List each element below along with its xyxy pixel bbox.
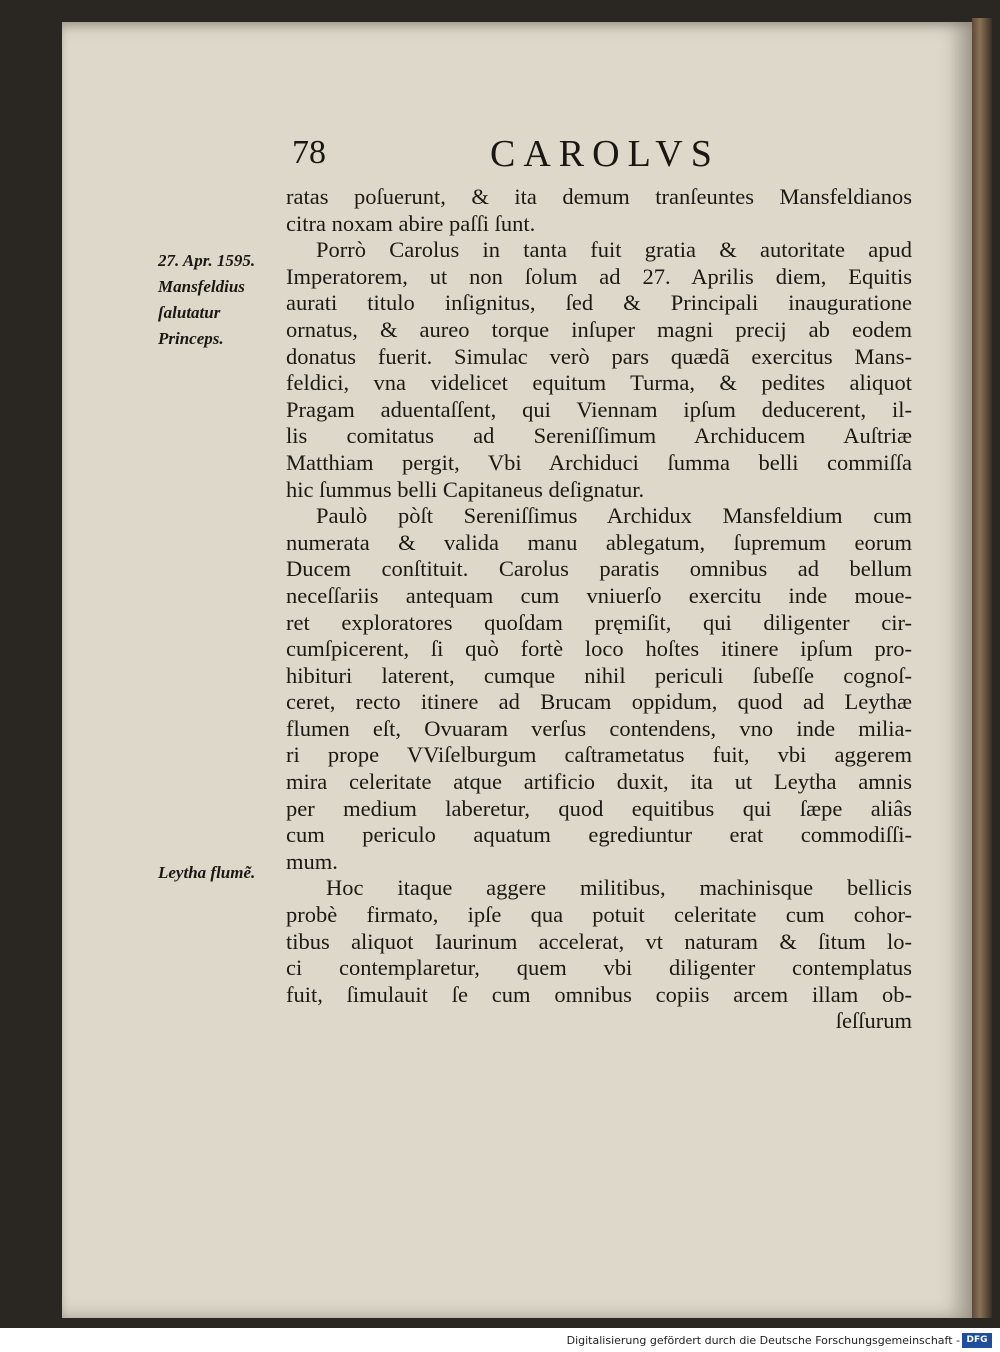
- text-line: ratas poſuerunt, & ita demum tranſeuntes Mansfeldianos: [286, 184, 912, 209]
- text-line: citra noxam abire paſſi ſunt.: [286, 210, 536, 236]
- text-line: mira celeritate atque artificio duxit, ita ut Leytha amnis: [286, 769, 912, 795]
- catchword: ſeſſurum: [835, 1008, 912, 1034]
- text-line: hibituri laterent, cumque nihil periculi ſubeſſe cognoſ-: [286, 662, 912, 688]
- text-line: Imperatorem, ut non ſolum ad 27. Aprilis diem, Equitis: [286, 263, 912, 289]
- margin-note: ſalutatur: [158, 303, 221, 322]
- text-line: cum periculo aquatum egrediuntur erat commodiſſi-: [286, 822, 912, 848]
- text-line: tibus aliquot Iaurinum accelerat, vt naturam & ſitum lo-: [286, 928, 912, 954]
- text-line: ret exploratores quoſdam pręmiſit, qui diligenter cir-: [286, 609, 912, 635]
- text-line: ri prope VViſelburgum caſtrametatus fuit, vbi aggerem: [286, 742, 912, 768]
- text-line: Porrò Carolus in tanta fuit gratia & autoritate apud: [316, 237, 912, 263]
- margin-note-river: Leytha flumẽ.: [158, 863, 256, 882]
- text-line: ci contemplaretur, quem vbi diligenter contemplatus: [286, 955, 912, 981]
- text-line: per medium laberetur, quod equitibus qui ſæpe aliâs: [286, 795, 912, 821]
- text-line: ornatus, & aureo torque inſuper magni precij ab eodem: [286, 316, 912, 342]
- running-head: CAROLVS: [490, 133, 720, 175]
- text-line: Ducem conſtituit. Carolus paratis omnibus ad bellum: [286, 556, 912, 582]
- text-line: Hoc itaque aggere militibus, machinisque bellicis: [326, 875, 912, 901]
- margin-note-date: 27. Apr. 1595.: [158, 251, 256, 270]
- body-text: [286, 184, 912, 1035]
- margin-note: Princeps.: [158, 329, 224, 348]
- footer-credit: Digitalisierung gefördert durch die Deutsche Forschungsgemeinschaft -: [566, 1334, 960, 1347]
- footer-bar: [0, 1330, 1000, 1352]
- text-line: feldici, vna videlicet equitum Turma, & pedites aliquot: [286, 370, 912, 396]
- text-line: probè firmato, ipſe qua potuit celeritate cum cohor-: [286, 902, 912, 928]
- page-number: 78: [292, 134, 326, 171]
- text-line: Paulò pòſt Sereniſſimus Archidux Mansfeldium cum: [316, 503, 912, 529]
- margin-note: Mansfeldius: [158, 277, 245, 296]
- dfg-logo: DFG: [962, 1333, 992, 1348]
- book-edge: [972, 18, 992, 1318]
- text-line: Matthiam pergit, Vbi Archiduci ſumma belli commiſſa: [286, 449, 912, 475]
- text-line: fuit, ſimulauit ſe cum omnibus copiis arcem illam ob-: [286, 981, 912, 1007]
- text-line: donatus fuerit. Simulac verò pars quædã exercitus Mans-: [286, 343, 912, 369]
- page-header: [290, 130, 910, 180]
- text-line: aurati titulo inſignitus, ſed & Principali inauguratione: [286, 290, 912, 316]
- text-line: hic ſummus belli Capitaneus deſignatur.: [286, 476, 645, 502]
- text-line: cumſpicerent, ſi quò fortè loco hoſtes itinere ipſum pro-: [286, 636, 912, 662]
- text-line: Pragam aduentaſſent, qui Viennam ipſum deducerent, il-: [286, 396, 912, 422]
- text-line: flumen eſt, Ovuaram verſus contendens, vno inde milia-: [286, 715, 912, 741]
- text-line: ceret, recto itinere ad Brucam oppidum, quod ad Leythæ: [286, 689, 912, 715]
- text-line: mum.: [286, 848, 338, 874]
- text-line: neceſſariis antequam cum vniuerſo exercitu inde moue-: [286, 582, 912, 608]
- text-line: lis comitatus ad Sereniſſimum Archiducem Auſtriæ: [286, 423, 912, 449]
- text-line: numerata & valida manu ablegatum, ſupremum eorum: [286, 529, 912, 555]
